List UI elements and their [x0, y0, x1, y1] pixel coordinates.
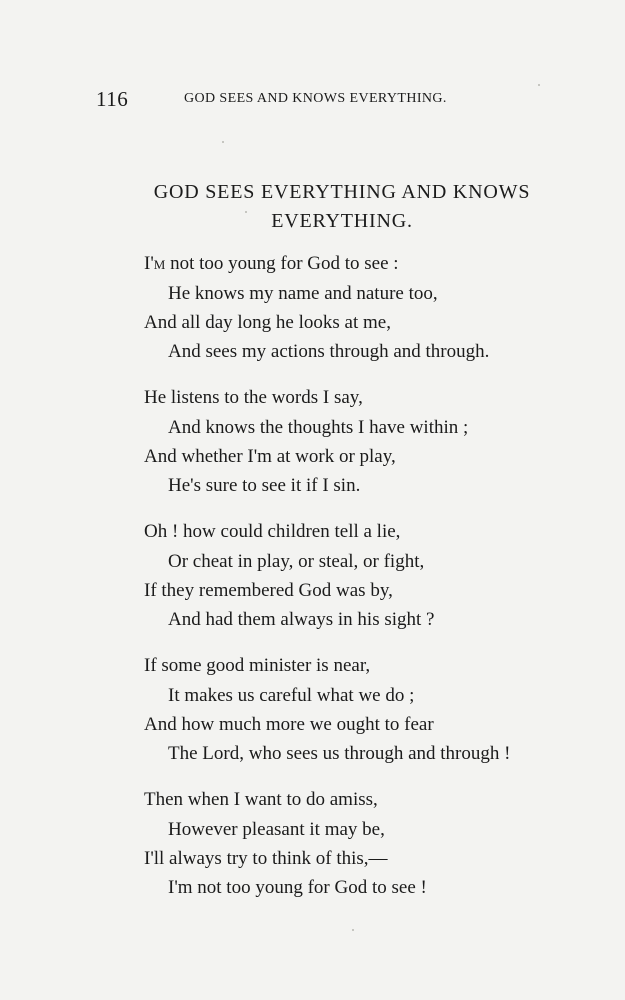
poem-opening-rest: not too young for God to see : — [165, 253, 399, 274]
paper-speck — [245, 211, 247, 213]
poem-line-2-2: And knows the thoughts I have within ; — [168, 417, 469, 438]
poem-line-5-4: I'm not too young for God to see ! — [168, 877, 427, 898]
page-header — [96, 87, 506, 113]
poem-line-3-3: If they remembered God was by, — [144, 580, 393, 601]
poem-line-5-3: I'll always try to think of this,— — [144, 848, 388, 869]
poem-line-5-1: Then when I want to do amiss, — [144, 789, 378, 810]
poem-line-4-2: It makes us careful what we do ; — [168, 685, 415, 706]
paper-speck — [538, 84, 540, 86]
poem-line-1-2: He knows my name and nature too, — [168, 283, 438, 304]
stanza-2 — [0, 384, 625, 504]
poem-line-4-3: And how much more we ought to fear — [144, 714, 434, 735]
poem-line-1-4: And sees my actions through and through. — [168, 341, 490, 362]
poem-line-2-3: And whether I'm at work or play, — [144, 446, 396, 467]
poem-line-3-1: Oh ! how could children tell a lie, — [144, 521, 401, 542]
stanza-4 — [0, 652, 625, 772]
poem-title: GOD SEES EVERYTHING AND KNOWS EVERYTHING. — [153, 181, 531, 232]
poem-line-1-3: And all day long he looks at me, — [144, 312, 391, 333]
poem-line-4-4: The Lord, who sees us through and through ! — [168, 743, 511, 764]
paper-speck — [352, 929, 354, 931]
poem-line-4-1: If some good minister is near, — [144, 655, 371, 676]
poem-line-2-4: He's sure to see it if I sin. — [168, 475, 361, 496]
poem-line-1-1 — [144, 250, 399, 278]
stanza-5 — [0, 786, 625, 906]
poem-opening-word: I'm — [144, 253, 166, 274]
paper-speck — [222, 141, 224, 143]
poem-line-2-1: He listens to the words I say, — [144, 387, 363, 408]
page-number: 116 — [96, 87, 129, 111]
poem-line-5-2: However pleasant it may be, — [168, 819, 385, 840]
poem-line-3-2: Or cheat in play, or steal, or fight, — [168, 551, 425, 572]
stanza-3 — [0, 518, 625, 638]
poem-line-3-4: And had them always in his sight ? — [168, 609, 435, 630]
running-title: GOD SEES AND KNOWS EVERYTHING. — [184, 91, 447, 106]
stanza-1 — [0, 250, 625, 370]
